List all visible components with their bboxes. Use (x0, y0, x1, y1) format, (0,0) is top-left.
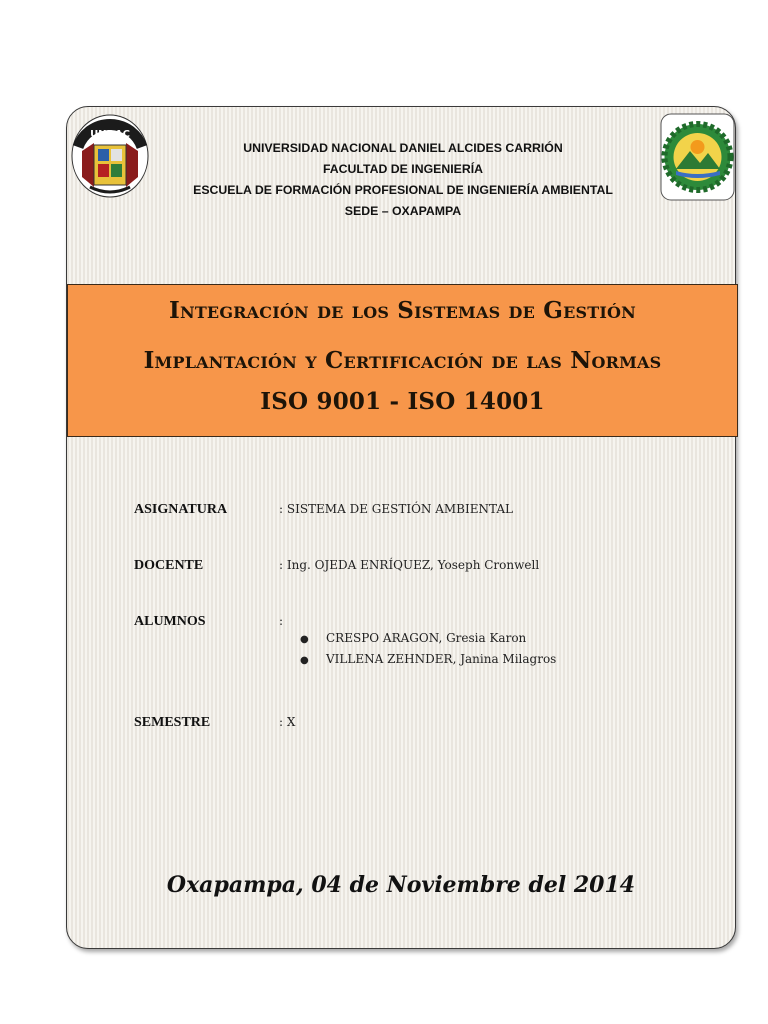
list-item (300, 631, 556, 652)
bullet-icon: ● (300, 634, 309, 645)
page-frame (66, 106, 736, 949)
alumnos-value: : (279, 614, 284, 628)
asignatura-label: ASIGNATURA (134, 502, 228, 517)
docente-value: : Ing. OJEDA ENRÍQUEZ, Yoseph Cronwell (279, 558, 540, 572)
undac-seal-logo (70, 113, 150, 199)
semestre-row (134, 715, 694, 737)
school-name: ESCUELA DE FORMACIÓN PROFESIONAL DE INGENIERÍA AMBIENTAL (193, 183, 613, 197)
asignatura-row (134, 502, 694, 524)
asignatura-value: : SISTEMA DE GESTIÓN AMBIENTAL (279, 502, 513, 516)
title-line-2: Implantación y Certificación de las Normas (143, 347, 662, 374)
faculty-emblem-logo (660, 113, 735, 201)
docente-row (134, 558, 694, 580)
student-name: CRESPO ARAGON, Gresia Karon (326, 631, 527, 645)
title-line-3: ISO 9001 - ISO 14001 (260, 388, 545, 415)
title-line-1: Integración de los Sistemas de Gestión (169, 297, 636, 324)
place-date: Oxapampa, 04 de Noviembre del 2014 (166, 872, 636, 898)
student-name: VILLENA ZEHNDER, Janina Milagros (326, 652, 557, 666)
university-name: UNIVERSIDAD NACIONAL DANIEL ALCIDES CARRIÓN (243, 141, 563, 155)
faculty-name: FACULTAD DE INGENIERÍA (322, 162, 484, 176)
semestre-value: : X (279, 715, 296, 729)
alumnos-label: ALUMNOS (134, 614, 206, 629)
students-list (300, 631, 556, 673)
docente-label: DOCENTE (134, 558, 204, 573)
institution-header (150, 138, 656, 222)
undac-seal-text: UNDAC (90, 129, 130, 140)
semestre-label: SEMESTRE (134, 715, 211, 730)
campus-name: SEDE – OXAPAMPA (344, 204, 462, 218)
list-item (300, 652, 556, 673)
bullet-icon: ● (300, 655, 309, 666)
title-banner (67, 284, 738, 437)
